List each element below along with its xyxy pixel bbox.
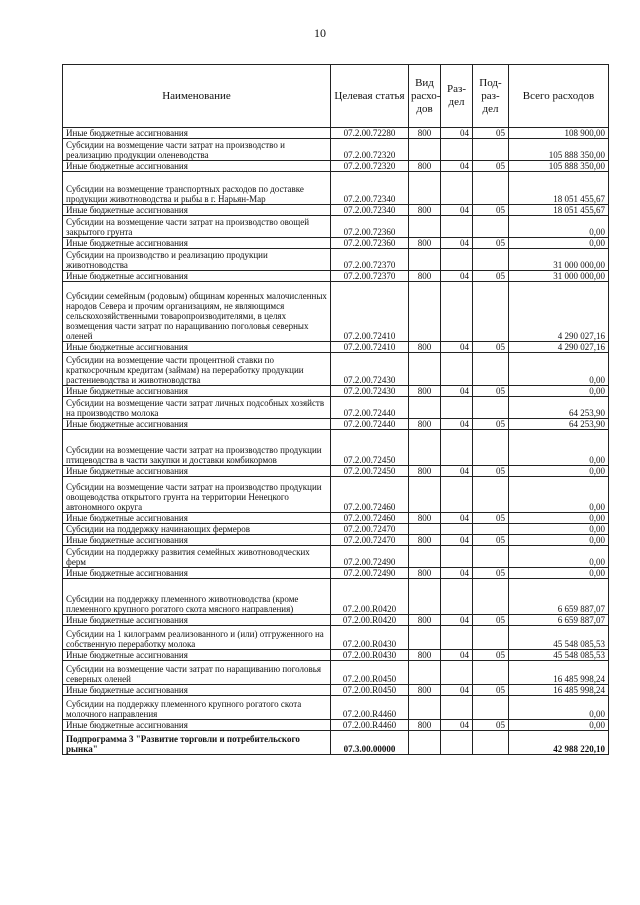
row-section: 04 xyxy=(441,720,473,731)
row-name: Иные бюджетные ассигнования xyxy=(63,615,331,626)
row-amount: 64 253,90 xyxy=(509,397,609,419)
row-code: 07.2.00.72360 xyxy=(331,216,409,238)
row-subsection: 05 xyxy=(473,128,509,139)
table-row xyxy=(63,720,609,731)
row-expense-type xyxy=(409,172,441,205)
table-row xyxy=(63,685,609,696)
table-row xyxy=(63,661,609,685)
row-name: Субсидии на производство и реализацию продукции животноводства xyxy=(63,249,331,271)
row-subsection: 05 xyxy=(473,615,509,626)
row-code: 07.2.00.72410 xyxy=(331,282,409,342)
row-code: 07.2.00.72470 xyxy=(331,535,409,546)
row-code: 07.2.00.72460 xyxy=(331,477,409,513)
row-subsection xyxy=(473,477,509,513)
row-amount: 0,00 xyxy=(509,386,609,397)
row-amount: 4 290 027,16 xyxy=(509,282,609,342)
row-name: Иные бюджетные ассигнования xyxy=(63,513,331,524)
row-expense-type xyxy=(409,430,441,466)
row-expense-type: 800 xyxy=(409,419,441,430)
row-amount: 42 988 220,10 xyxy=(509,731,609,755)
row-section: 04 xyxy=(441,342,473,353)
row-code: 07.2.00.72360 xyxy=(331,238,409,249)
header-code: Целевая статья xyxy=(331,65,409,128)
row-code: 07.2.00.72490 xyxy=(331,546,409,568)
row-code: 07.2.00.72430 xyxy=(331,353,409,386)
row-amount: 108 900,00 xyxy=(509,128,609,139)
row-section: 04 xyxy=(441,685,473,696)
row-subsection: 05 xyxy=(473,535,509,546)
row-code: 07.2.00.72340 xyxy=(331,172,409,205)
row-code: 07.2.00.72280 xyxy=(331,128,409,139)
table-row xyxy=(63,238,609,249)
row-section xyxy=(441,661,473,685)
table-row xyxy=(63,513,609,524)
row-section xyxy=(441,579,473,615)
row-expense-type xyxy=(409,696,441,720)
table-row xyxy=(63,568,609,579)
table-row xyxy=(63,397,609,419)
table-row xyxy=(63,546,609,568)
row-name: Субсидии на возмещение части процентной ставки по краткосрочным кредитам (займам) на переработку продукции растениеводства и животноводства xyxy=(63,353,331,386)
table-row xyxy=(63,342,609,353)
row-subsection xyxy=(473,731,509,755)
row-code: 07.2.00.72460 xyxy=(331,513,409,524)
row-subsection xyxy=(473,216,509,238)
row-section: 04 xyxy=(441,238,473,249)
row-amount: 16 485 998,24 xyxy=(509,661,609,685)
row-subsection: 05 xyxy=(473,466,509,477)
row-expense-type: 800 xyxy=(409,128,441,139)
row-section: 04 xyxy=(441,161,473,172)
row-expense-type: 800 xyxy=(409,685,441,696)
row-subsection: 05 xyxy=(473,205,509,216)
row-code: 07.2.00.72490 xyxy=(331,568,409,579)
row-name: Иные бюджетные ассигнования xyxy=(63,386,331,397)
row-amount: 18 051 455,67 xyxy=(509,172,609,205)
row-name: Субсидии семейным (родовым) общинам коренных малочисленных народов Севера и прочим организациям, не являющимся сельскохозяйственными товаропроизводителями, в целях возмещения части затрат по наращиванию поголовья северных оленей xyxy=(63,282,331,342)
table-row xyxy=(63,128,609,139)
row-name: Субсидии на поддержку племенного животноводства (кроме племенного крупного рогатого скота мясного направления) xyxy=(63,579,331,615)
row-expense-type xyxy=(409,731,441,755)
table-header-row xyxy=(63,65,609,128)
row-subsection: 05 xyxy=(473,342,509,353)
row-subsection xyxy=(473,249,509,271)
row-subsection xyxy=(473,282,509,342)
row-amount: 45 548 085,53 xyxy=(509,650,609,661)
row-code: 07.2.00.R0420 xyxy=(331,579,409,615)
row-section xyxy=(441,477,473,513)
table-row xyxy=(63,696,609,720)
row-section: 04 xyxy=(441,128,473,139)
row-subsection xyxy=(473,626,509,650)
row-name: Субсидии на 1 килограмм реализованного и (или) отгруженного на собственную переработку молока xyxy=(63,626,331,650)
row-subsection xyxy=(473,546,509,568)
row-name: Субсидии на поддержку племенного крупного рогатого скота молочного направления xyxy=(63,696,331,720)
row-code: 07.2.00.72320 xyxy=(331,161,409,172)
row-subsection xyxy=(473,353,509,386)
row-name: Иные бюджетные ассигнования xyxy=(63,568,331,579)
row-expense-type: 800 xyxy=(409,650,441,661)
row-amount: 0,00 xyxy=(509,238,609,249)
row-name: Субсидии на поддержку развития семейных животноводческих ферм xyxy=(63,546,331,568)
row-expense-type: 800 xyxy=(409,205,441,216)
row-expense-type xyxy=(409,282,441,342)
row-name: Подпрограмма 3 "Развитие торговли и потребительского рынка" xyxy=(63,731,331,755)
row-amount: 64 253,90 xyxy=(509,419,609,430)
row-code: 07.2.00.72470 xyxy=(331,524,409,535)
row-amount: 0,00 xyxy=(509,477,609,513)
row-amount: 0,00 xyxy=(509,513,609,524)
row-amount: 4 290 027,16 xyxy=(509,342,609,353)
row-name: Иные бюджетные ассигнования xyxy=(63,161,331,172)
header-subsection: Под-раз-дел xyxy=(473,65,509,128)
row-section: 04 xyxy=(441,419,473,430)
row-expense-type: 800 xyxy=(409,386,441,397)
table-row xyxy=(63,216,609,238)
row-section: 04 xyxy=(441,271,473,282)
row-section: 04 xyxy=(441,568,473,579)
row-name: Иные бюджетные ассигнования xyxy=(63,720,331,731)
row-section xyxy=(441,524,473,535)
row-section xyxy=(441,626,473,650)
row-subsection: 05 xyxy=(473,513,509,524)
row-name: Иные бюджетные ассигнования xyxy=(63,685,331,696)
row-expense-type xyxy=(409,579,441,615)
row-amount: 0,00 xyxy=(509,696,609,720)
row-section: 04 xyxy=(441,205,473,216)
row-amount: 0,00 xyxy=(509,430,609,466)
row-name: Иные бюджетные ассигнования xyxy=(63,466,331,477)
table-row xyxy=(63,139,609,161)
row-code: 07.2.00.R0430 xyxy=(331,626,409,650)
row-expense-type xyxy=(409,216,441,238)
row-name: Иные бюджетные ассигнования xyxy=(63,205,331,216)
table-row xyxy=(63,524,609,535)
row-amount: 0,00 xyxy=(509,535,609,546)
row-section xyxy=(441,731,473,755)
row-code: 07.2.00.72370 xyxy=(331,271,409,282)
table-row xyxy=(63,615,609,626)
row-section xyxy=(441,353,473,386)
row-name: Иные бюджетные ассигнования xyxy=(63,342,331,353)
table-row xyxy=(63,477,609,513)
row-section: 04 xyxy=(441,466,473,477)
row-section: 04 xyxy=(441,615,473,626)
row-section xyxy=(441,139,473,161)
row-code: 07.3.00.00000 xyxy=(331,731,409,755)
row-amount: 105 888 350,00 xyxy=(509,161,609,172)
row-name: Иные бюджетные ассигнования xyxy=(63,238,331,249)
row-name: Субсидии на возмещение части затрат на производство овощей закрытого грунта xyxy=(63,216,331,238)
row-subsection xyxy=(473,397,509,419)
row-name: Субсидии на возмещение части затрат на производство и реализацию продукции оленеводства xyxy=(63,139,331,161)
row-amount: 105 888 350,00 xyxy=(509,139,609,161)
row-code: 07.2.00.72450 xyxy=(331,466,409,477)
header-name: Наименование xyxy=(63,65,331,128)
row-expense-type: 800 xyxy=(409,535,441,546)
row-code: 07.2.00.72340 xyxy=(331,205,409,216)
row-name: Субсидии на возмещение части затрат по наращиванию поголовья северных оленей xyxy=(63,661,331,685)
row-subsection xyxy=(473,172,509,205)
row-amount: 6 659 887,07 xyxy=(509,615,609,626)
row-expense-type xyxy=(409,139,441,161)
row-expense-type: 800 xyxy=(409,271,441,282)
row-name: Субсидии на возмещение транспортных расходов по доставке продукции животноводства и рыбы в г. Нарьян-Мар xyxy=(63,172,331,205)
row-name: Субсидии на возмещение части затрат на производство продукции овощеводства открытого грунта на территории Ненецкого автономного округа xyxy=(63,477,331,513)
budget-table xyxy=(62,64,609,755)
row-subsection: 05 xyxy=(473,161,509,172)
row-amount: 0,00 xyxy=(509,353,609,386)
row-code: 07.2.00.72440 xyxy=(331,397,409,419)
row-amount: 0,00 xyxy=(509,568,609,579)
row-amount: 0,00 xyxy=(509,546,609,568)
row-code: 07.2.00.R4460 xyxy=(331,696,409,720)
row-expense-type: 800 xyxy=(409,513,441,524)
row-amount: 0,00 xyxy=(509,720,609,731)
row-subsection xyxy=(473,579,509,615)
row-code: 07.2.00.R0430 xyxy=(331,650,409,661)
row-amount: 16 485 998,24 xyxy=(509,685,609,696)
row-amount: 31 000 000,00 xyxy=(509,249,609,271)
row-subsection: 05 xyxy=(473,419,509,430)
table-body xyxy=(63,128,609,755)
row-code: 07.2.00.R0420 xyxy=(331,615,409,626)
table-row xyxy=(63,249,609,271)
row-subsection xyxy=(473,524,509,535)
row-code: 07.2.00.R0450 xyxy=(331,685,409,696)
row-amount: 0,00 xyxy=(509,466,609,477)
row-amount: 0,00 xyxy=(509,524,609,535)
row-section: 04 xyxy=(441,513,473,524)
row-expense-type xyxy=(409,524,441,535)
row-name: Иные бюджетные ассигнования xyxy=(63,128,331,139)
row-expense-type xyxy=(409,477,441,513)
row-name: Субсидии на возмещение части затрат на производство продукции птицеводства в части закупки и доставки комбикормов xyxy=(63,430,331,466)
row-amount: 18 051 455,67 xyxy=(509,205,609,216)
row-subsection xyxy=(473,430,509,466)
row-expense-type: 800 xyxy=(409,615,441,626)
row-code: 07.2.00.72370 xyxy=(331,249,409,271)
row-name: Иные бюджетные ассигнования xyxy=(63,419,331,430)
table-row xyxy=(63,626,609,650)
row-code: 07.2.00.R0450 xyxy=(331,661,409,685)
row-section xyxy=(441,282,473,342)
row-section: 04 xyxy=(441,650,473,661)
table-row xyxy=(63,650,609,661)
row-section: 04 xyxy=(441,386,473,397)
row-subsection: 05 xyxy=(473,386,509,397)
table-row xyxy=(63,271,609,282)
row-expense-type xyxy=(409,397,441,419)
row-section xyxy=(441,696,473,720)
row-code: 07.2.00.72440 xyxy=(331,419,409,430)
row-expense-type: 800 xyxy=(409,238,441,249)
table-row xyxy=(63,386,609,397)
row-expense-type xyxy=(409,546,441,568)
row-amount: 0,00 xyxy=(509,216,609,238)
row-subsection xyxy=(473,696,509,720)
row-expense-type xyxy=(409,353,441,386)
row-expense-type: 800 xyxy=(409,720,441,731)
row-code: 07.2.00.72320 xyxy=(331,139,409,161)
row-subsection: 05 xyxy=(473,650,509,661)
row-section xyxy=(441,172,473,205)
row-subsection: 05 xyxy=(473,685,509,696)
row-name: Субсидии на поддержку начинающих фермеров xyxy=(63,524,331,535)
row-section: 04 xyxy=(441,535,473,546)
row-expense-type: 800 xyxy=(409,568,441,579)
row-name: Иные бюджетные ассигнования xyxy=(63,650,331,661)
row-amount: 31 000 000,00 xyxy=(509,271,609,282)
row-section xyxy=(441,216,473,238)
table-row xyxy=(63,731,609,755)
row-name: Иные бюджетные ассигнования xyxy=(63,271,331,282)
row-expense-type: 800 xyxy=(409,342,441,353)
table-row xyxy=(63,205,609,216)
row-section xyxy=(441,546,473,568)
row-subsection: 05 xyxy=(473,271,509,282)
row-expense-type: 800 xyxy=(409,466,441,477)
row-expense-type xyxy=(409,626,441,650)
row-section xyxy=(441,430,473,466)
row-name: Иные бюджетные ассигнования xyxy=(63,535,331,546)
row-subsection: 05 xyxy=(473,238,509,249)
table-row xyxy=(63,353,609,386)
row-amount: 45 548 085,53 xyxy=(509,626,609,650)
row-expense-type xyxy=(409,661,441,685)
row-subsection xyxy=(473,661,509,685)
row-expense-type xyxy=(409,249,441,271)
header-section: Раз-дел xyxy=(441,65,473,128)
table-row xyxy=(63,161,609,172)
table-row xyxy=(63,419,609,430)
header-expense-type: Вид расхо-дов xyxy=(409,65,441,128)
table-row xyxy=(63,579,609,615)
table-row xyxy=(63,282,609,342)
row-name: Субсидии на возмещение части затрат личных подсобных хозяйств на производство молока xyxy=(63,397,331,419)
row-subsection: 05 xyxy=(473,568,509,579)
table-row xyxy=(63,535,609,546)
table-row xyxy=(63,466,609,477)
row-section xyxy=(441,249,473,271)
row-section xyxy=(441,397,473,419)
table-row xyxy=(63,172,609,205)
row-subsection xyxy=(473,139,509,161)
row-code: 07.2.00.R4460 xyxy=(331,720,409,731)
row-expense-type: 800 xyxy=(409,161,441,172)
row-code: 07.2.00.72410 xyxy=(331,342,409,353)
header-total: Всего расходов xyxy=(509,65,609,128)
row-code: 07.2.00.72450 xyxy=(331,430,409,466)
table-row xyxy=(63,430,609,466)
row-code: 07.2.00.72430 xyxy=(331,386,409,397)
row-subsection: 05 xyxy=(473,720,509,731)
row-amount: 6 659 887,07 xyxy=(509,579,609,615)
page-number: 10 xyxy=(314,26,326,40)
